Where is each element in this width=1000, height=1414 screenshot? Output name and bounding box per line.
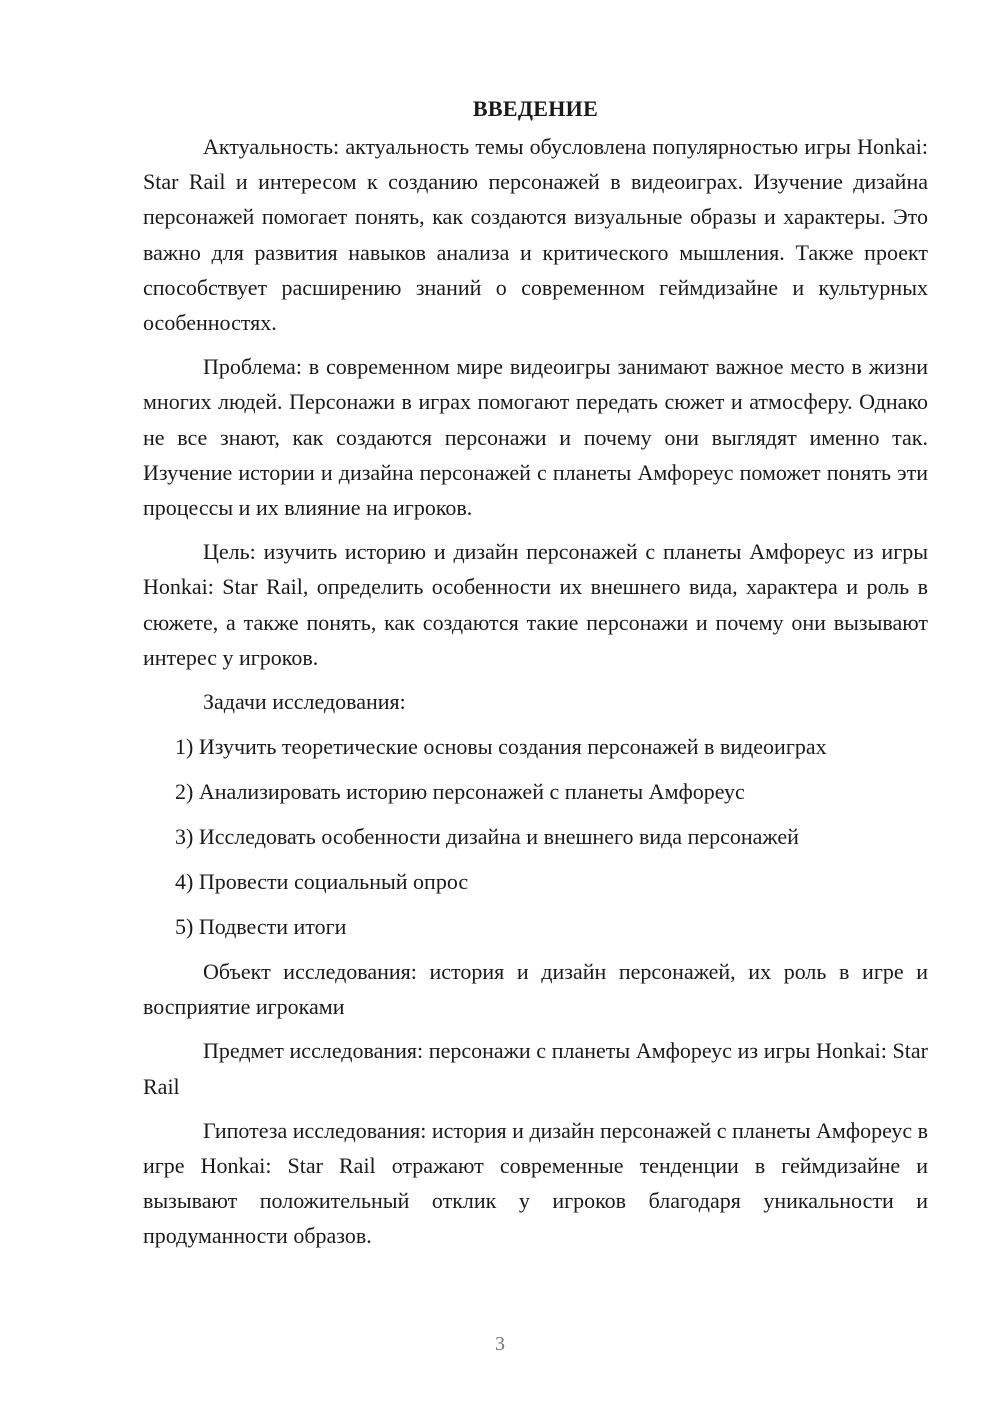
task-item: 5) Подвести итоги xyxy=(175,914,347,940)
task-item: 1) Изучить теоретические основы создания персонажей в видеоиграх xyxy=(175,734,827,760)
relevance-paragraph: Актуальность: актуальность темы обусловлена популярностью игры Honkai: Star Rail и интересом к созданию персонажей в видеоиграх. Изучение дизайна персонажей помогает понять, как создаются визуальные образы и характеры. Это важно для развития навыков анализа и критического мышления. Также проект способствует расширению знаний о современном геймдизайне и культурных особенностях. xyxy=(143,134,928,336)
task-item: 2) Анализировать историю персонажей с планеты Амфореус xyxy=(175,779,745,805)
subject-paragraph: Предмет исследования: персонажи с планеты Амфореус из игры Honkai: Star Rail xyxy=(143,1038,928,1099)
task-item: 3) Исследовать особенности дизайна и внешнего вида персонажей xyxy=(175,824,799,850)
tasks-title: Задачи исследования: xyxy=(203,689,406,715)
document-page xyxy=(143,92,928,1254)
problem-paragraph: Проблема: в современном мире видеоигры занимают важное место в жизни многих людей. Персонажи в играх помогают передать сюжет и атмосферу. Однако не все знают, как создаются персонажи и почему они выглядят именно так. Изучение истории и дизайна персонажей с планеты Амфореус поможет понять эти процессы и их влияние на игроков. xyxy=(143,354,928,521)
task-item: 4) Провести социальный опрос xyxy=(175,869,469,895)
goal-paragraph: Цель: изучить историю и дизайн персонажей с планеты Амфореус из игры Honkai: Star Rail, определить особенности их внешнего вида, характера и роль в сюжете, а также понять, как создаются такие персонажи и почему они вызывают интерес у игроков. xyxy=(143,539,928,670)
object-paragraph: Объект исследования: история и дизайн персонажей, их роль в игре и восприятие игроками xyxy=(143,959,928,1020)
section-heading: ВВЕДЕНИЕ xyxy=(472,96,599,121)
page-number: 3 xyxy=(495,1333,505,1355)
hypothesis-paragraph: Гипотеза исследования: история и дизайн персонажей с планеты Амфореус в игре Honkai: Star Rail отражают современные тенденции в геймдизайне и вызывают положительный отклик у игроков благодаря уникальности и продуманности образов. xyxy=(143,1117,928,1249)
tasks-list xyxy=(143,729,928,944)
